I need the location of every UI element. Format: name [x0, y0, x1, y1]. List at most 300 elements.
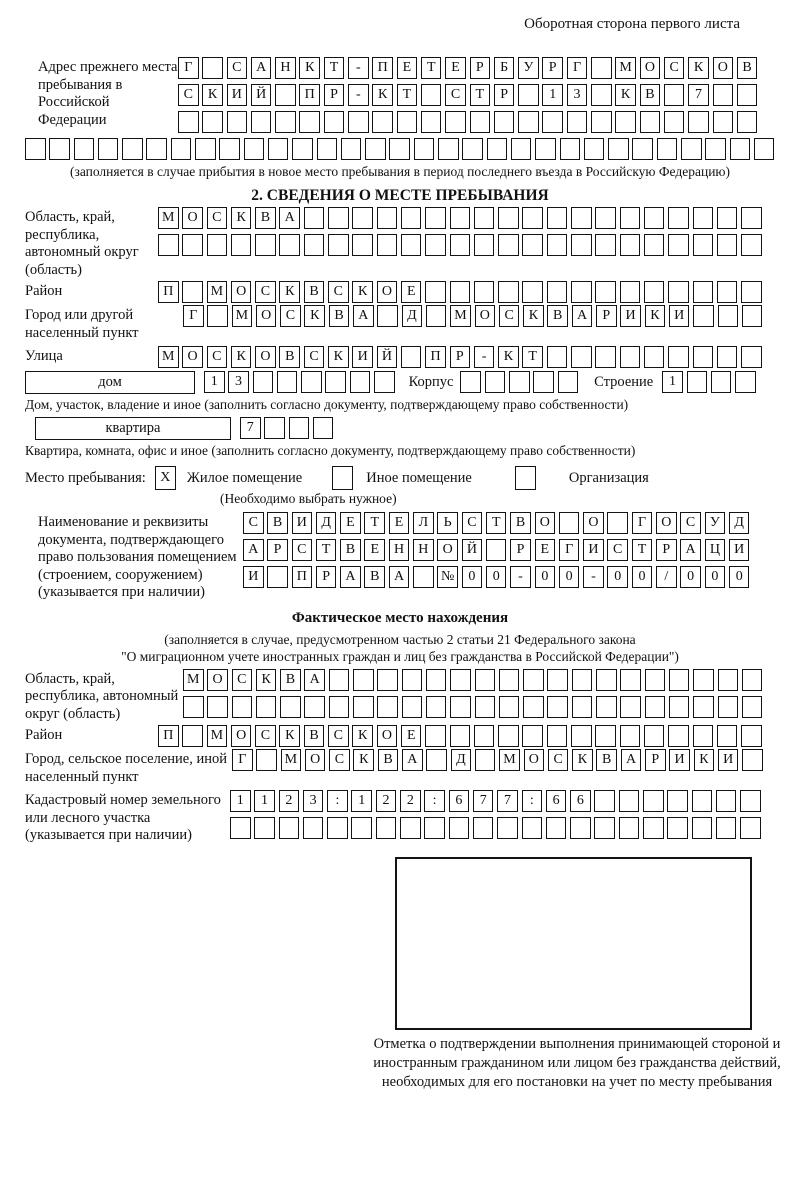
char-cell[interactable]: О [475, 305, 496, 327]
char-cell[interactable]: Д [451, 749, 472, 771]
char-cell[interactable]: С [445, 84, 466, 106]
char-cell[interactable] [717, 207, 738, 229]
char-cell[interactable]: Ц [705, 539, 726, 561]
char-cell[interactable] [547, 346, 568, 368]
char-cell[interactable]: Ь [437, 512, 458, 534]
char-cell[interactable] [268, 138, 289, 160]
char-cell[interactable]: Й [251, 84, 272, 106]
char-cell[interactable] [275, 84, 296, 106]
char-cell[interactable] [522, 281, 543, 303]
char-cell[interactable]: И [729, 539, 750, 561]
other-premises-checkbox[interactable] [332, 466, 353, 490]
char-cell[interactable] [693, 305, 714, 327]
char-cell[interactable]: О [231, 725, 252, 747]
char-cell[interactable] [693, 234, 714, 256]
char-cell[interactable]: К [279, 281, 300, 303]
char-cell[interactable] [644, 346, 665, 368]
char-cell[interactable] [450, 696, 471, 718]
char-cell[interactable] [178, 111, 199, 133]
char-cell[interactable]: А [680, 539, 701, 561]
char-cell[interactable]: К [615, 84, 636, 106]
char-cell[interactable]: Й [377, 346, 398, 368]
char-cell[interactable] [470, 111, 491, 133]
char-cell[interactable] [595, 234, 616, 256]
char-cell[interactable] [182, 234, 203, 256]
char-cell[interactable]: Д [402, 305, 423, 327]
char-cell[interactable]: Р [267, 539, 288, 561]
char-cell[interactable] [372, 111, 393, 133]
char-cell[interactable]: М [450, 305, 471, 327]
char-cell[interactable]: А [279, 207, 300, 229]
char-cell[interactable]: - [583, 566, 604, 588]
char-cell[interactable] [353, 696, 374, 718]
char-cell[interactable] [304, 207, 325, 229]
char-cell[interactable] [352, 234, 373, 256]
char-cell[interactable] [195, 138, 216, 160]
char-cell[interactable] [389, 138, 410, 160]
char-cell[interactable]: К [231, 346, 252, 368]
char-cell[interactable] [645, 696, 666, 718]
char-cell[interactable]: У [705, 512, 726, 534]
char-cell[interactable] [486, 539, 507, 561]
char-cell[interactable]: Р [645, 749, 666, 771]
char-cell[interactable]: В [255, 207, 276, 229]
char-cell[interactable]: Р [494, 84, 515, 106]
char-cell[interactable]: О [535, 512, 556, 534]
char-cell[interactable] [693, 725, 714, 747]
char-cell[interactable] [425, 725, 446, 747]
char-cell[interactable] [280, 696, 301, 718]
char-cell[interactable] [74, 138, 95, 160]
char-cell[interactable] [146, 138, 167, 160]
char-cell[interactable] [426, 696, 447, 718]
char-cell[interactable]: Л [413, 512, 434, 534]
char-cell[interactable] [450, 234, 471, 256]
char-cell[interactable] [475, 669, 496, 691]
char-cell[interactable] [351, 817, 372, 839]
char-cell[interactable]: К [523, 305, 544, 327]
char-cell[interactable]: С [664, 57, 685, 79]
char-cell[interactable] [202, 57, 223, 79]
char-cell[interactable] [737, 84, 758, 106]
char-cell[interactable]: В [280, 669, 301, 691]
char-cell[interactable]: С [178, 84, 199, 106]
char-cell[interactable] [547, 234, 568, 256]
char-cell[interactable]: М [158, 207, 179, 229]
char-cell[interactable]: И [669, 749, 690, 771]
char-cell[interactable] [377, 234, 398, 256]
char-cell[interactable]: К [279, 725, 300, 747]
char-cell[interactable]: А [402, 749, 423, 771]
char-cell[interactable] [227, 111, 248, 133]
char-cell[interactable] [533, 371, 554, 393]
char-cell[interactable] [620, 207, 641, 229]
char-cell[interactable] [277, 371, 298, 393]
char-cell[interactable] [397, 111, 418, 133]
char-cell[interactable]: С [680, 512, 701, 534]
char-cell[interactable]: № [437, 566, 458, 588]
char-cell[interactable]: : [327, 790, 348, 812]
char-cell[interactable]: Т [324, 57, 345, 79]
char-cell[interactable] [741, 281, 762, 303]
char-cell[interactable]: С [255, 725, 276, 747]
char-cell[interactable] [717, 725, 738, 747]
char-cell[interactable]: В [640, 84, 661, 106]
char-cell[interactable]: 0 [462, 566, 483, 588]
char-cell[interactable] [401, 346, 422, 368]
char-cell[interactable]: В [510, 512, 531, 534]
char-cell[interactable] [740, 790, 761, 812]
char-cell[interactable] [255, 234, 276, 256]
char-cell[interactable] [254, 817, 275, 839]
char-cell[interactable]: М [207, 281, 228, 303]
char-cell[interactable] [473, 817, 494, 839]
char-cell[interactable] [717, 346, 738, 368]
char-cell[interactable] [377, 305, 398, 327]
char-cell[interactable] [522, 207, 543, 229]
char-cell[interactable]: М [232, 305, 253, 327]
char-cell[interactable] [231, 234, 252, 256]
char-cell[interactable] [742, 305, 763, 327]
char-cell[interactable] [619, 817, 640, 839]
char-cell[interactable] [377, 669, 398, 691]
char-cell[interactable]: С [304, 346, 325, 368]
char-cell[interactable]: : [522, 790, 543, 812]
char-cell[interactable]: К [645, 305, 666, 327]
char-cell[interactable]: В [378, 749, 399, 771]
char-cell[interactable]: К [352, 281, 373, 303]
char-cell[interactable] [518, 111, 539, 133]
char-cell[interactable] [591, 57, 612, 79]
char-cell[interactable]: / [656, 566, 677, 588]
char-cell[interactable] [497, 817, 518, 839]
char-cell[interactable] [742, 696, 763, 718]
char-cell[interactable]: Т [397, 84, 418, 106]
char-cell[interactable]: Е [535, 539, 556, 561]
char-cell[interactable]: Г [232, 749, 253, 771]
char-cell[interactable] [572, 669, 593, 691]
char-cell[interactable] [475, 749, 496, 771]
char-cell[interactable] [542, 111, 563, 133]
char-cell[interactable] [620, 346, 641, 368]
char-cell[interactable]: Е [397, 57, 418, 79]
char-cell[interactable]: М [615, 57, 636, 79]
char-cell[interactable]: 1 [351, 790, 372, 812]
char-cell[interactable] [668, 725, 689, 747]
char-cell[interactable] [567, 111, 588, 133]
char-cell[interactable]: П [292, 566, 313, 588]
char-cell[interactable] [253, 371, 274, 393]
char-cell[interactable]: Р [542, 57, 563, 79]
char-cell[interactable] [735, 371, 756, 393]
char-cell[interactable]: Е [445, 57, 466, 79]
char-cell[interactable] [460, 371, 481, 393]
char-cell[interactable]: В [547, 305, 568, 327]
char-cell[interactable]: В [267, 512, 288, 534]
char-cell[interactable]: 0 [486, 566, 507, 588]
char-cell[interactable]: С [328, 725, 349, 747]
char-cell[interactable]: 6 [449, 790, 470, 812]
char-cell[interactable] [450, 725, 471, 747]
char-cell[interactable] [595, 346, 616, 368]
char-cell[interactable] [522, 725, 543, 747]
char-cell[interactable] [688, 111, 709, 133]
char-cell[interactable] [713, 84, 734, 106]
char-cell[interactable] [681, 138, 702, 160]
char-cell[interactable]: Г [183, 305, 204, 327]
char-cell[interactable] [742, 749, 763, 771]
char-cell[interactable]: - [348, 84, 369, 106]
char-cell[interactable]: О [524, 749, 545, 771]
char-cell[interactable]: 3 [303, 790, 324, 812]
char-cell[interactable]: И [292, 512, 313, 534]
char-cell[interactable] [596, 696, 617, 718]
char-cell[interactable] [572, 696, 593, 718]
char-cell[interactable] [571, 234, 592, 256]
char-cell[interactable]: К [694, 749, 715, 771]
char-cell[interactable]: 1 [230, 790, 251, 812]
char-cell[interactable] [207, 234, 228, 256]
organization-checkbox[interactable] [515, 466, 536, 490]
char-cell[interactable]: 0 [559, 566, 580, 588]
char-cell[interactable] [304, 696, 325, 718]
char-cell[interactable] [594, 790, 615, 812]
char-cell[interactable]: К [256, 669, 277, 691]
char-cell[interactable]: 2 [279, 790, 300, 812]
char-cell[interactable] [522, 234, 543, 256]
char-cell[interactable] [289, 417, 310, 439]
char-cell[interactable] [182, 281, 203, 303]
char-cell[interactable] [171, 138, 192, 160]
char-cell[interactable] [475, 696, 496, 718]
char-cell[interactable] [615, 111, 636, 133]
char-cell[interactable] [279, 817, 300, 839]
char-cell[interactable] [571, 207, 592, 229]
char-cell[interactable]: Е [401, 281, 422, 303]
char-cell[interactable] [438, 138, 459, 160]
char-cell[interactable]: М [499, 749, 520, 771]
char-cell[interactable] [643, 817, 664, 839]
char-cell[interactable] [668, 234, 689, 256]
char-cell[interactable]: Р [450, 346, 471, 368]
char-cell[interactable] [450, 281, 471, 303]
char-cell[interactable] [571, 346, 592, 368]
char-cell[interactable] [737, 111, 758, 133]
char-cell[interactable] [301, 371, 322, 393]
char-cell[interactable]: М [207, 725, 228, 747]
char-cell[interactable] [365, 138, 386, 160]
char-cell[interactable] [620, 696, 641, 718]
char-cell[interactable]: А [251, 57, 272, 79]
char-cell[interactable]: К [304, 305, 325, 327]
char-cell[interactable] [620, 234, 641, 256]
char-cell[interactable]: 3 [228, 371, 249, 393]
char-cell[interactable] [401, 207, 422, 229]
char-cell[interactable] [547, 725, 568, 747]
char-cell[interactable]: 7 [473, 790, 494, 812]
char-cell[interactable]: Т [421, 57, 442, 79]
char-cell[interactable]: О [437, 539, 458, 561]
char-cell[interactable]: К [572, 749, 593, 771]
char-cell[interactable] [402, 669, 423, 691]
char-cell[interactable] [352, 207, 373, 229]
char-cell[interactable]: Т [364, 512, 385, 534]
char-cell[interactable] [400, 817, 421, 839]
char-cell[interactable] [230, 817, 251, 839]
char-cell[interactable] [632, 138, 653, 160]
char-cell[interactable]: Н [389, 539, 410, 561]
char-cell[interactable] [608, 138, 629, 160]
char-cell[interactable]: 1 [254, 790, 275, 812]
char-cell[interactable] [522, 817, 543, 839]
char-cell[interactable]: Е [389, 512, 410, 534]
char-cell[interactable]: Г [178, 57, 199, 79]
char-cell[interactable]: М [158, 346, 179, 368]
char-cell[interactable] [425, 281, 446, 303]
char-cell[interactable] [547, 669, 568, 691]
char-cell[interactable] [122, 138, 143, 160]
char-cell[interactable] [279, 234, 300, 256]
char-cell[interactable] [718, 696, 739, 718]
char-cell[interactable] [667, 817, 688, 839]
char-cell[interactable] [559, 512, 580, 534]
char-cell[interactable]: Т [316, 539, 337, 561]
char-cell[interactable]: С [548, 749, 569, 771]
char-cell[interactable] [644, 207, 665, 229]
char-cell[interactable]: О [182, 207, 203, 229]
char-cell[interactable]: К [498, 346, 519, 368]
char-cell[interactable]: К [688, 57, 709, 79]
char-cell[interactable]: Р [510, 539, 531, 561]
char-cell[interactable]: Г [559, 539, 580, 561]
char-cell[interactable] [474, 234, 495, 256]
char-cell[interactable] [511, 138, 532, 160]
char-cell[interactable] [426, 749, 447, 771]
char-cell[interactable]: 1 [542, 84, 563, 106]
char-cell[interactable]: О [640, 57, 661, 79]
char-cell[interactable] [657, 138, 678, 160]
char-cell[interactable] [182, 725, 203, 747]
char-cell[interactable]: - [510, 566, 531, 588]
char-cell[interactable] [494, 111, 515, 133]
char-cell[interactable]: В [596, 749, 617, 771]
char-cell[interactable] [232, 696, 253, 718]
char-cell[interactable]: О [656, 512, 677, 534]
char-cell[interactable]: Т [470, 84, 491, 106]
char-cell[interactable]: Р [596, 305, 617, 327]
char-cell[interactable]: Й [462, 539, 483, 561]
char-cell[interactable] [341, 138, 362, 160]
char-cell[interactable]: В [304, 725, 325, 747]
char-cell[interactable] [424, 817, 445, 839]
char-cell[interactable]: Е [340, 512, 361, 534]
char-cell[interactable] [98, 138, 119, 160]
char-cell[interactable] [693, 669, 714, 691]
char-cell[interactable] [687, 371, 708, 393]
char-cell[interactable]: С [232, 669, 253, 691]
char-cell[interactable] [640, 111, 661, 133]
char-cell[interactable] [377, 207, 398, 229]
char-cell[interactable] [353, 669, 374, 691]
char-cell[interactable]: Г [567, 57, 588, 79]
char-cell[interactable]: Р [324, 84, 345, 106]
char-cell[interactable]: Н [413, 539, 434, 561]
char-cell[interactable] [350, 371, 371, 393]
char-cell[interactable] [450, 207, 471, 229]
char-cell[interactable] [450, 669, 471, 691]
char-cell[interactable]: С [462, 512, 483, 534]
char-cell[interactable] [730, 138, 751, 160]
char-cell[interactable] [741, 725, 762, 747]
char-cell[interactable] [426, 305, 447, 327]
char-cell[interactable] [374, 371, 395, 393]
char-cell[interactable] [498, 725, 519, 747]
char-cell[interactable] [741, 346, 762, 368]
char-cell[interactable] [426, 669, 447, 691]
char-cell[interactable]: 3 [567, 84, 588, 106]
char-cell[interactable]: И [227, 84, 248, 106]
char-cell[interactable]: 0 [729, 566, 750, 588]
char-cell[interactable] [474, 207, 495, 229]
char-cell[interactable]: Р [316, 566, 337, 588]
char-cell[interactable] [693, 346, 714, 368]
char-cell[interactable] [644, 234, 665, 256]
char-cell[interactable]: С [607, 539, 628, 561]
char-cell[interactable] [669, 669, 690, 691]
char-cell[interactable]: О [377, 725, 398, 747]
char-cell[interactable] [485, 371, 506, 393]
char-cell[interactable]: О [713, 57, 734, 79]
char-cell[interactable] [377, 696, 398, 718]
char-cell[interactable]: В [340, 539, 361, 561]
char-cell[interactable] [692, 790, 713, 812]
char-cell[interactable] [571, 725, 592, 747]
char-cell[interactable] [523, 669, 544, 691]
char-cell[interactable]: 6 [546, 790, 567, 812]
char-cell[interactable] [716, 790, 737, 812]
char-cell[interactable]: А [389, 566, 410, 588]
char-cell[interactable] [414, 138, 435, 160]
char-cell[interactable] [304, 234, 325, 256]
char-cell[interactable] [376, 817, 397, 839]
char-cell[interactable] [741, 207, 762, 229]
char-cell[interactable] [716, 817, 737, 839]
char-cell[interactable]: Н [275, 57, 296, 79]
char-cell[interactable]: К [231, 207, 252, 229]
char-cell[interactable] [711, 371, 732, 393]
char-cell[interactable] [591, 111, 612, 133]
char-cell[interactable] [425, 207, 446, 229]
char-cell[interactable] [498, 207, 519, 229]
char-cell[interactable] [741, 234, 762, 256]
char-cell[interactable]: С [207, 207, 228, 229]
char-cell[interactable]: Б [494, 57, 515, 79]
char-cell[interactable] [594, 817, 615, 839]
char-cell[interactable]: В [364, 566, 385, 588]
char-cell[interactable] [571, 281, 592, 303]
char-cell[interactable] [595, 725, 616, 747]
char-cell[interactable]: О [182, 346, 203, 368]
char-cell[interactable]: С [280, 305, 301, 327]
char-cell[interactable] [329, 669, 350, 691]
char-cell[interactable] [413, 566, 434, 588]
char-cell[interactable] [518, 84, 539, 106]
char-cell[interactable] [742, 669, 763, 691]
char-cell[interactable]: Т [486, 512, 507, 534]
char-cell[interactable] [619, 790, 640, 812]
char-cell[interactable] [740, 817, 761, 839]
char-cell[interactable] [256, 749, 277, 771]
